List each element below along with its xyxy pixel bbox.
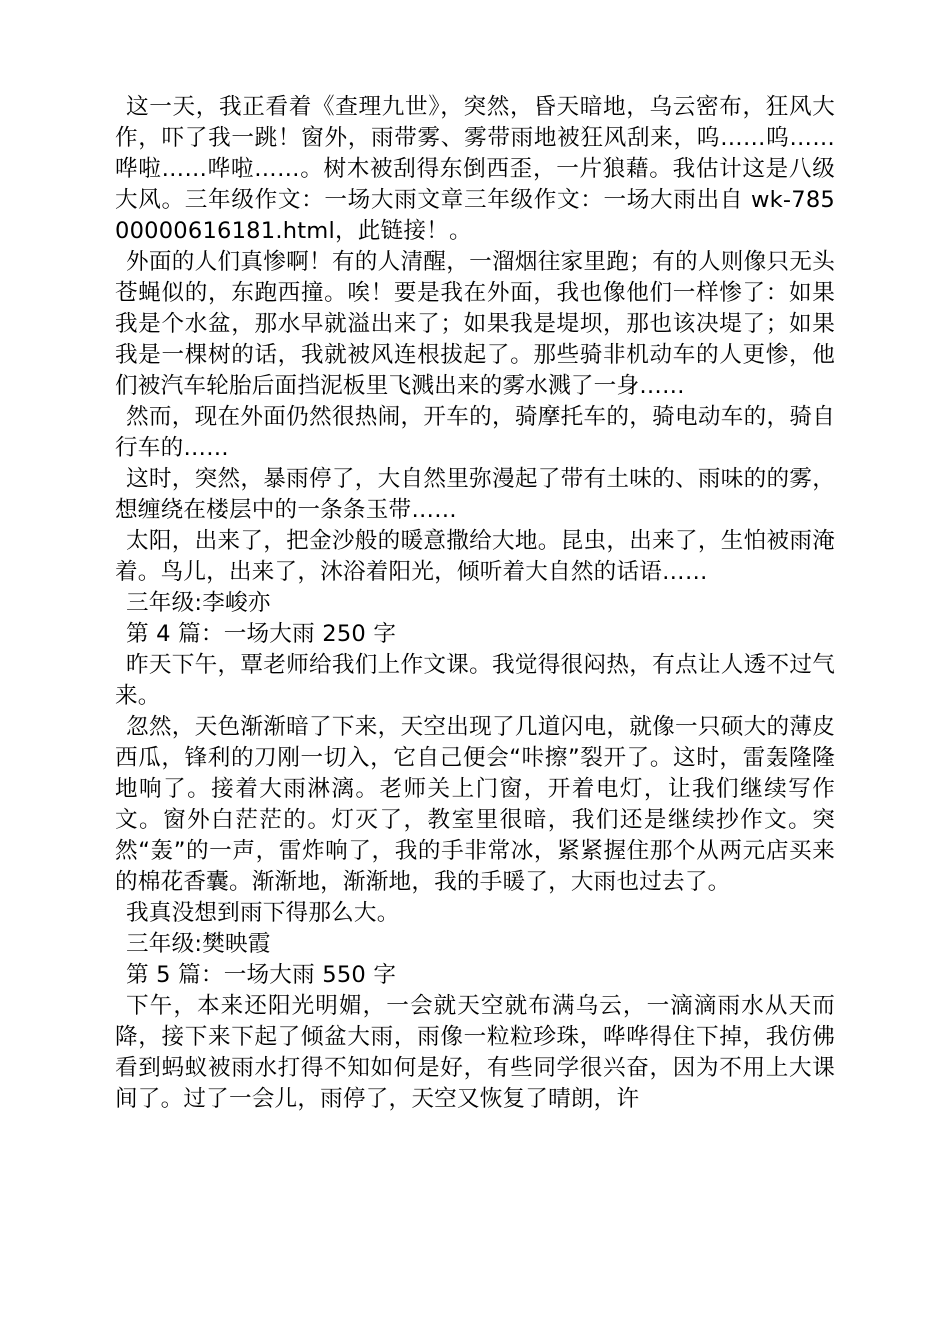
document-page <box>115 92 835 1115</box>
author-line-2: 三年级:樊映霞 <box>126 931 271 957</box>
paragraph-yesterday: 昨天下午，覃老师给我们上作文课。我觉得很闷热，有点让人透不过气来。 <box>115 652 835 709</box>
essay-heading-4: 第 4 篇：一场大雨 250 字 <box>126 621 397 647</box>
paragraph-sun-out: 太阳，出来了，把金沙般的暖意撒给大地。昆虫，出来了，生怕被雨淹着。鸟儿，出来了，沐浴着阳光，倾听着大自然的话语…… <box>115 528 835 585</box>
paragraph-never-thought: 我真没想到雨下得那么大。 <box>126 900 400 926</box>
paragraph-people-outside: 外面的人们真惨啊！有的人清醒，一溜烟往家里跑；有的人则像只无头苍蝇似的，东跑西撞。唉！要是我在外面，我也像他们一样惨了：如果我是个水盆，那水早就溢出来了；如果我是堤坝，那也该决堤了；如果我是一棵树的话，我就被风连根拔起了。那些骑非机动车的人更惨，他们被汽车轮胎后面挡泥板里飞溅出来的雾水溅了一身…… <box>115 249 835 399</box>
paragraph-still-busy: 然而，现在外面仍然很热闹，开车的，骑摩托车的，骑电动车的，骑自行车的…… <box>115 404 835 461</box>
paragraph-storm-start: 这一天，我正看着《查理九世》，突然，昏天暗地，乌云密布，狂风大作，吓了我一跳！窗外，雨带雾、雾带雨地被狂风刮来，呜……呜……哗啦……哗啦……。树木被刮得东倒西歪，一片狼藉。我估计这是八级大风。三年级作文：一场大雨文章三年级作文：一场大雨出自 wk-78500000616181.html，此链接！。 <box>115 94 835 244</box>
paragraph-afternoon: 下午，本来还阳光明媚，一会就天空就布满乌云，一滴滴雨水从天而降，接下来下起了倾盆大雨，雨像一粒粒珍珠，哗哗得住下掉，我仿佛看到蚂蚁被雨水打得不知如何是好，有些同学很兴奋，因为不用上大课间了。过了一会儿，雨停了，天空又恢复了晴朗，许 <box>115 993 835 1112</box>
author-line-1: 三年级:李峻亦 <box>126 590 271 616</box>
essay-heading-5: 第 5 篇：一场大雨 550 字 <box>126 962 397 988</box>
paragraph-rain-stopped: 这时，突然，暴雨停了，大自然里弥漫起了带有土味的、雨味的的雾，想缠绕在楼层中的一条条玉带…… <box>115 466 835 523</box>
paragraph-thunder: 忽然，天色渐渐暗了下来，天空出现了几道闪电，就像一只硕大的薄皮西瓜，锋利的刀刚一切入，它自己便会“咔擦”裂开了。这时，雷轰隆隆地响了。接着大雨淋漓。老师关上门窗，开着电灯，让我们继续写作文。窗外白茫茫的。灯灭了，教室里很暗，我们还是继续抄作文。突然“轰”的一声，雷炸响了，我的手非常冰，紧紧握住那个从两元店买来的棉花香囊。渐渐地，渐渐地，我的手暖了，大雨也过去了。 <box>115 714 835 895</box>
